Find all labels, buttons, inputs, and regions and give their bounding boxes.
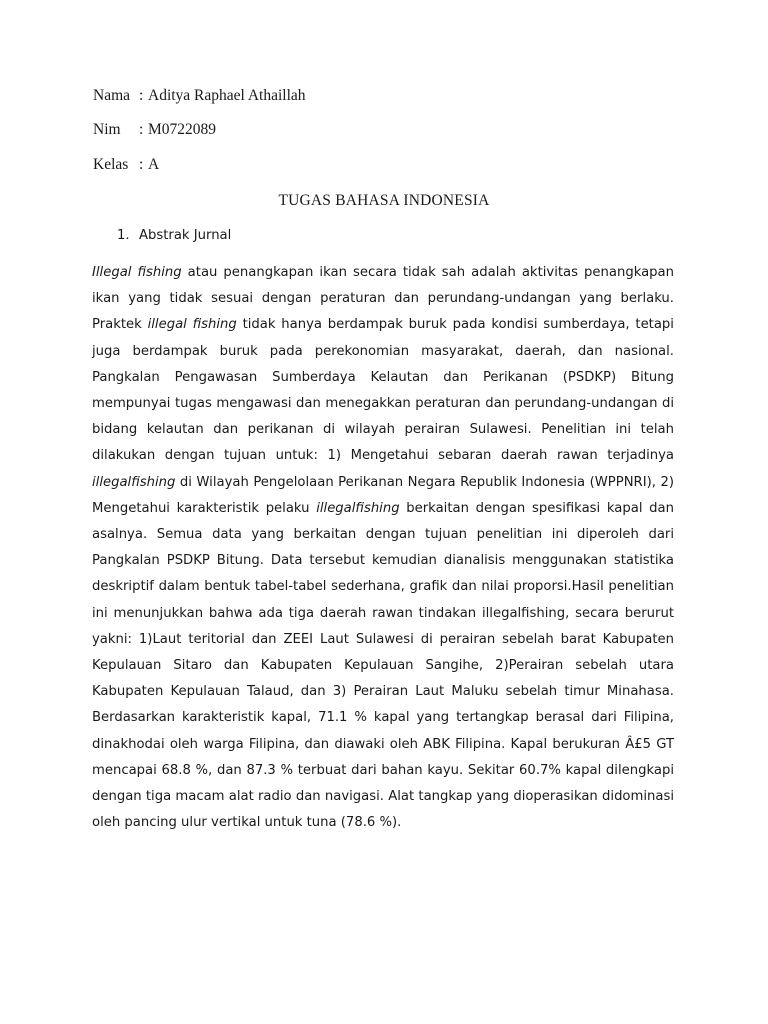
- kelas-row: [93, 156, 159, 174]
- nim-row: [93, 121, 216, 139]
- name-label: Nama: [93, 87, 131, 104]
- nim-colon: :: [139, 121, 144, 138]
- abstract-text-4: berkaitan dengan spesifikasi kapal dan asalnya. Semua data yang berkaitan dengan tujuan penelitian ini diperoleh dari Pangkalan PSDKP Bitung. Data tersebut kemudian dianalisis menggunakan statistika deskriptif dalam bentuk tabel-tabel sederhana, grafik dan nilai proporsi.Hasil penelitian ini menunjukkan bahwa ada tiga daerah rawan tindakan illegalfishing, secara berurut yakni: 1)Laut teritorial dan ZEEI Laut Sulawesi di perairan sebelah barat Kabupaten Kepulauan Sitaro dan Kabupaten Kepulauan Sangihe, 2)Perairan sebelah utara Kabupaten Kepulauan Talaud, dan 3) Perairan Laut Maluku sebelah timur Minahasa. Berdasarkan karakteristik kapal, 71.1 % kapal yang tertangkap berasal dari Filipina, dinakhodai oleh warga Filipina, dan diawaki oleh ABK Filipina. Kapal berukuran Â£5 GT mencapai 68.8 %, dan 87.3 % terbuat dari bahan kayu. Sekitar 60.7% kapal dilengkapi dengan tiga macam alat radio dan navigasi. Alat tangkap yang dioperasikan didominasi oleh pancing ulur vertikal untuk tuna (78.6 %).: [92, 500, 674, 831]
- abstract-text-1: atau penangkapan ikan secara tidak sah adalah aktivitas penangkapan ikan yang tidak sesuai dengan peraturan dan perundang-undangan yang berlaku. Praktek: [92, 265, 674, 333]
- section-heading: [117, 228, 231, 243]
- name-value: Aditya Raphael Athaillah: [148, 87, 306, 104]
- nim-value: M0722089: [148, 121, 217, 138]
- name-row: [93, 87, 306, 105]
- kelas-colon: :: [139, 156, 144, 173]
- document-title: TUGAS BAHASA INDONESIA: [278, 192, 490, 209]
- term-illegal-fishing-2: illegal fishing: [147, 317, 237, 333]
- abstract-paragraph: [92, 260, 674, 836]
- nim-label: Nim: [93, 121, 121, 138]
- abstract-text-2: tidak hanya berdampak buruk pada kondisi sumberdaya, tetapi juga berdampak buruk pada perekonomian masyarakat, daerah, dan nasional. Pangkalan Pengawasan Sumberdaya Kelautan dan Perikanan (PSDKP) Bitung mempunyai tugas mengawasi dan menegakkan peraturan dan perundang-undangan di bidang kelautan dan perikanan di wilayah perairan Sulawesi. Penelitian ini telah dilakukan dengan tujuan untuk: 1) Mengetahui sebaran daerah rawan terjadinya: [92, 317, 674, 464]
- name-colon: :: [139, 87, 144, 104]
- section-number: 1.: [117, 228, 130, 243]
- term-illegalfishing-3: illegalfishing: [92, 474, 176, 490]
- term-illegalfishing-4: illegalfishing: [316, 500, 400, 516]
- kelas-label: Kelas: [93, 156, 129, 173]
- kelas-value: A: [148, 156, 160, 173]
- term-illegal-fishing-1: Illegal fishing: [92, 265, 182, 280]
- section-heading-text: Abstrak Jurnal: [139, 228, 232, 243]
- abstract-text-3: di Wilayah Pengelolaan Perikanan Negara Republik Indonesia (WPPNRI), 2) Mengetahui karakteristik pelaku: [92, 474, 674, 516]
